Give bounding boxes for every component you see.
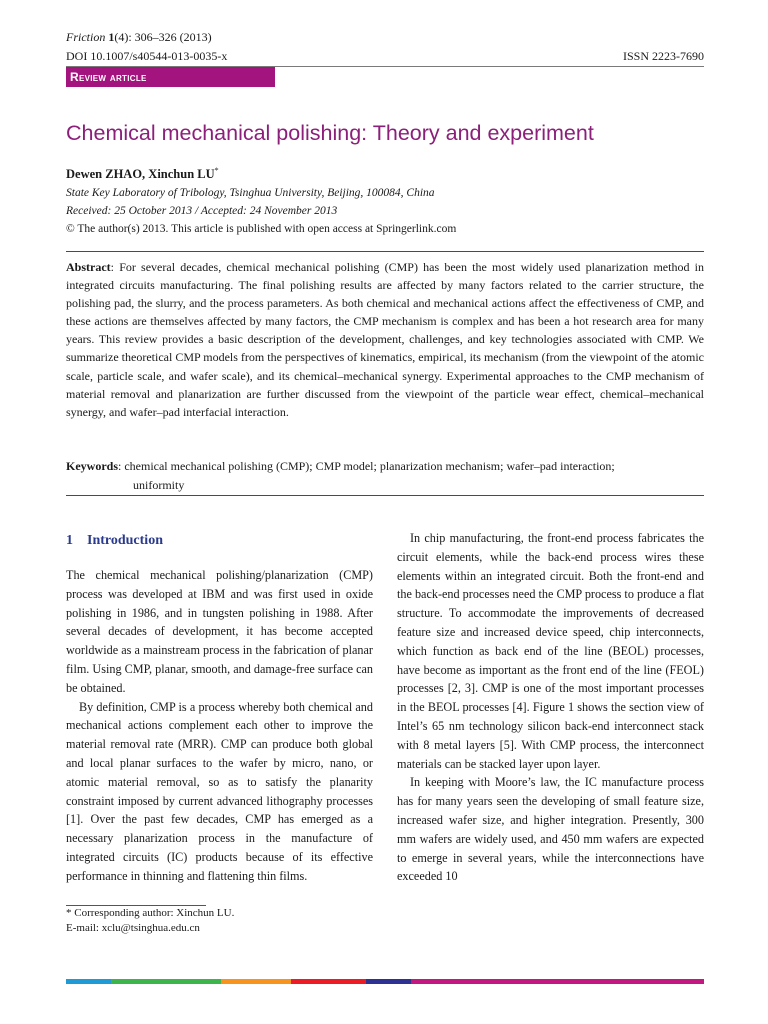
section-title: Introduction [87,533,163,548]
article-type-banner [66,67,275,87]
journal-name: Friction [66,30,106,44]
author-names: Dewen ZHAO, Xinchun LU [66,167,215,182]
keywords [66,457,704,495]
journal-issue-pages: (4): 306–326 (2013) [114,30,212,44]
section-heading [66,533,163,549]
keywords-line-2: uniformity [133,478,185,492]
color-band-segment [111,979,221,984]
body-paragraph: By definition, CMP is a process whereby both chemical and mechanical actions complement each other to improve the material removal rate (MRR). CMP can produce both global and local planar surfaces to the wafer by micro, nano, or atomic material removal, so as to satisfy the planarity constraint imposed by current advanced lithography processes [1]. Over the past few decades, CMP has emerged as a necessary planarization process in the manufacture of integrated circuits (IC) products because of its effective performance in thinning and flattening thin films. [66,699,373,883]
body-column-right [397,529,704,886]
abstract-text: : For several decades, chemical mechanical polishing (CMP) has been the most widely used planarization method in integrated circuits manufacturing. The final polishing results are affected by many factors related to the carrier structure, the polishing pad, the slurry, and the process parameters. As both chemical and mechanical actions affect the effectiveness of CMP, and these actions are themselves affected by many factors, the CMP mechanism is complex and has been a hot research area for many years. This review provides a basic description of the development, challenges, and key technologies associated with CMP. We summarize theoretical CMP models from the perspectives of kinematics, empirical, its mechanism (from the viewpoint of the atomic scale, particle scale, and wafer scale), and its chemical–mechanical synergy. Experimental approaches to the CMP mechanism of material removal and planarization are further discussed from the viewpoint of the particle wear effect, chemical–mechanical synergy, and wafer–pad interfacial interaction. [66,260,704,419]
article-title: Chemical mechanical polishing: Theory and experiment [66,121,594,145]
keywords-label: Keywords [66,459,118,473]
footnote [66,906,234,936]
color-band-segment [221,979,291,984]
keywords-line-1: : chemical mechanical polishing (CMP); CMP model; planarization mechanism; wafer–pad interaction; [118,459,615,473]
received-accepted-dates: Received: 25 October 2013 / Accepted: 24 November 2013 [66,205,338,217]
article-type-label: Review article [70,70,147,84]
body-paragraph: The chemical mechanical polishing/planarization (CMP) process was developed at IBM and was first used in oxide polishing in 1986, and in tungsten polishing in 1988. After several decades of development, it has become accepted worldwide as a mainstream process in the fabrication of planar film. Using CMP, planar, smooth, and damage-free surface can be obtained. [66,568,373,695]
corresponding-author-mark: * [214,166,219,175]
footnote-corresponding-author: * Corresponding author: Xinchun LU. [66,907,235,919]
section-number: 1 [66,533,73,548]
authors [66,166,219,182]
keywords-bottom-rule [66,495,704,496]
journal-citation [66,30,212,45]
footnote-email[interactable]: E-mail: xclu@tsinghua.edu.cn [66,922,200,934]
footer-color-band [66,979,704,984]
color-band-segment [411,979,704,984]
copyright-notice: © The author(s) 2013. This article is published with open access at Springerlink.com [66,223,457,235]
abstract [66,258,704,421]
journal-volume: 1 [108,30,115,44]
abstract-top-rule [66,251,704,252]
body-paragraph: In chip manufacturing, the front-end process fabricates the circuit elements, while the back-end process wires these elements within an integrated circuit. Both the front-end and the back-end processes need the CMP process to produce a flat structure. To accommodate the improvements of decreased feature size and increased device speed, chip interconnects, which function as back end of the line (BEOL) processes, have become as important as the front end of the line (FEOL) processes [2, 3]. CMP is one of the most important processes in the BEOL processes [4]. Figure 1 shows the section view of Intel’s 65 nm technology silicon back-end interconnect stack with 8 metal layers [5]. With CMP process, the interconnect materials can be stacked layer upon layer. [397,531,704,771]
abstract-label: Abstract [66,260,111,274]
issn: ISSN 2223-7690 [622,49,704,63]
color-band-segment [366,979,411,984]
color-band-segment [291,979,366,984]
body-paragraph: In keeping with Moore’s law, the IC manufacture process has for many years seen the developing of small feature size, increased wafer size, and higher integration. Presently, 300 mm wafers are widely used, and 450 mm wafers are expected to emerge in several years, while the interconnections have exceeded 10 [397,775,704,884]
color-band-segment [66,979,111,984]
affiliation: State Key Laboratory of Tribology, Tsinghua University, Beijing, 100084, China [66,187,435,199]
body-column-left [66,566,373,886]
doi[interactable]: DOI 10.1007/s40544-013-0035-x [66,49,228,63]
